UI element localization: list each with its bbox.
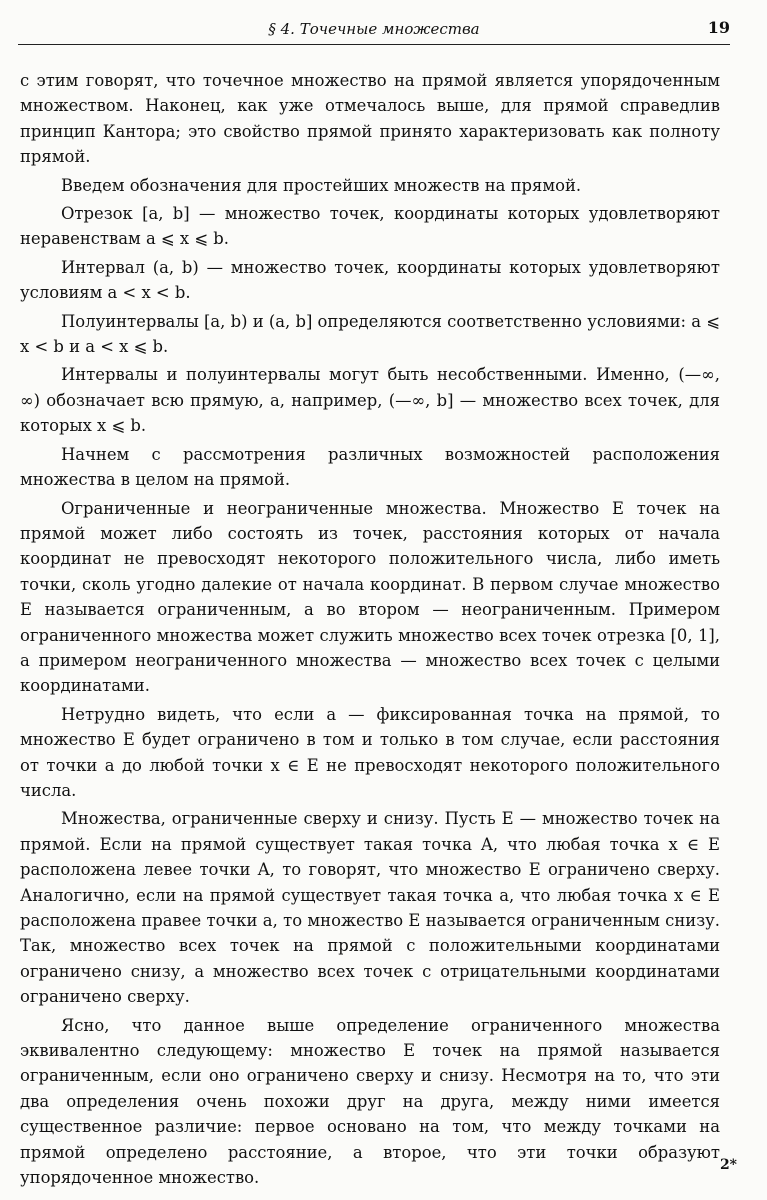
signature-mark: 2* — [719, 1157, 737, 1173]
paragraph-definition-interval: Интервал (a, b) — множество точек, координаты которых удовлетворяют условиям a < x < b. — [20, 257, 720, 303]
paragraph-bounded-above-below: Множества, ограниченные сверху и снизу. Пусть E — множество точек на прямой. Если на прямой существует такая точка A, что любая точка x ∈ E расположена левее точки A, то говорят, что множество E ограничено сверху. Аналогично, если на прямой существует такая точка a, что любая точка x ∈ E расположена правее точки a, то множество E называется ограниченным снизу. Так, множество всех точек на прямой с положительными координатами ограничено снизу, а множество всех точек с отрицательными координатами ограничено сверху. — [20, 809, 720, 1007]
paragraph: Интервалы и полуинтервалы могут быть несобственными. Именно, (—∞, ∞) обозначает всю прямую, а, например, (—∞, b] — множество всех точек, для которых x ⩽ b. — [20, 365, 720, 436]
page-header — [18, 14, 730, 45]
paragraph: Введем обозначения для простейших множеств на прямой. — [61, 175, 582, 195]
page-body — [20, 68, 720, 1193]
paragraph: Ясно, что данное выше определение ограниченного множества эквивалентно следующему: множество E точек на прямой называется ограниченным, если оно ограничено сверху и снизу. Несмотря на то, что эти два определения очень похожи друг на друга, между ними имеется существенное различие: первое основано на том, что между точками на прямой определено расстояние, а второе, что эти точки образуют упорядоченное множество. — [20, 1015, 720, 1188]
paragraph: Нетрудно видеть, что если a — фиксированная точка на прямой, то множество E будет ограничено в том и только в том случае, если расстояния от точки a до любой точки x ∈ E не превосходят некоторого положительного числа. — [20, 704, 720, 800]
paragraph-bounded-sets: Ограниченные и неограниченные множества. Множество E точек на прямой может либо состоять из точек, расстояния которых от начала координат не превосходят некоторого положительного числа, либо иметь точки, сколь угодно далекие от начала координат. В первом случае множество E называется ограниченным, а во втором — неограниченным. Примером ограниченного множества может служить множество всех точек отрезка [0, 1], а примером неограниченного множества — множество всех точек с целыми координатами. — [20, 498, 720, 696]
page-number: 19 — [707, 18, 730, 37]
running-head: § 4. Точечные множества — [268, 20, 480, 38]
paragraph: с этим говорят, что точечное множество на прямой является упорядоченным множеством. Наконец, как уже отмечалось выше, для прямой справедлив принцип Кантора; это свойство прямой принято характеризовать как полноту прямой. — [20, 71, 720, 167]
paragraph-definition-half-intervals: Полуинтервалы [a, b) и (a, b] определяются соответственно условиями: a ⩽ x < b и a < x ⩽ b. — [20, 311, 720, 357]
paragraph: Начнем с рассмотрения различных возможностей расположения множества в целом на прямой. — [20, 444, 720, 490]
paragraph-definition-segment: Отрезок [a, b] — множество точек, координаты которых удовлетворяют неравенствам a ⩽ x ⩽ b. — [20, 204, 720, 249]
